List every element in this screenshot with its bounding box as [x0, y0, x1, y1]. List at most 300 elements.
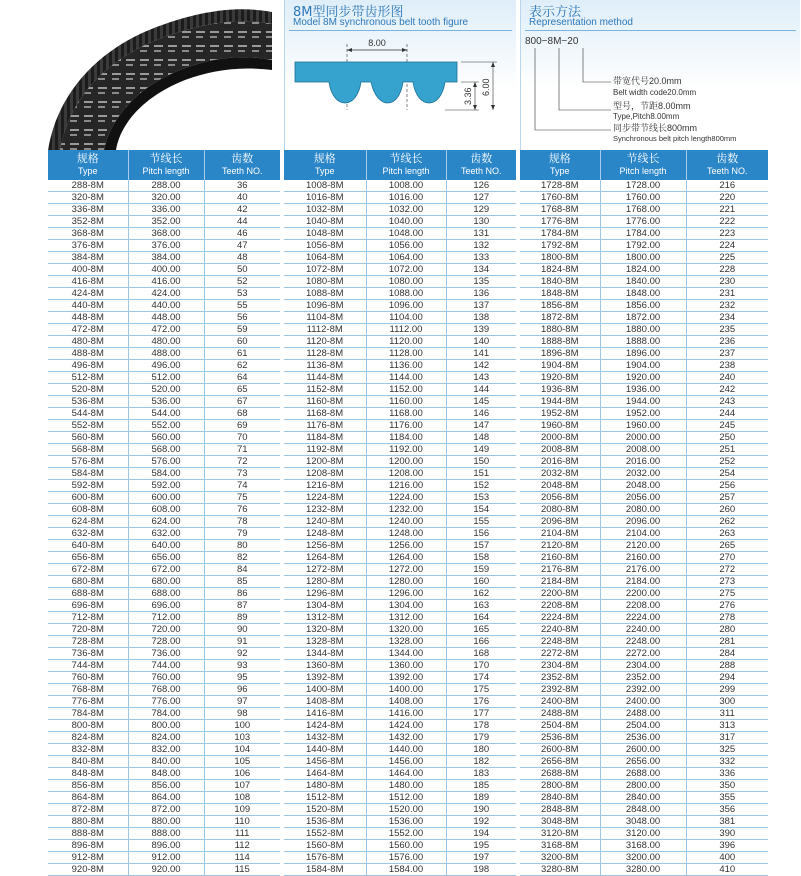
- type-cell: 880-8M: [48, 816, 128, 828]
- table-row: [284, 336, 516, 348]
- pitch-length-cell: 1216.00: [366, 480, 446, 492]
- tooth-profile-drawing: [285, 30, 517, 150]
- teeth-cell: 165: [446, 624, 516, 636]
- table-row: [284, 372, 516, 384]
- type-cell: 912-8M: [48, 852, 128, 864]
- teeth-cell: 74: [204, 480, 280, 492]
- type-cell: 1392-8M: [284, 672, 366, 684]
- table-row: [520, 624, 768, 636]
- type-cell: 1520-8M: [284, 804, 366, 816]
- pitch-length-cell: 1312.00: [366, 612, 446, 624]
- table-row: [284, 708, 516, 720]
- type-cell: 536-8M: [48, 396, 128, 408]
- pitch-length-cell: 1248.00: [366, 528, 446, 540]
- teeth-cell: 91: [204, 636, 280, 648]
- teeth-cell: 137: [446, 300, 516, 312]
- type-cell: 1080-8M: [284, 276, 366, 288]
- type-cell: 1536-8M: [284, 816, 366, 828]
- type-cell: 584-8M: [48, 468, 128, 480]
- table-row: [520, 396, 768, 408]
- pitch-length-cell: 640.00: [128, 540, 204, 552]
- teeth-cell: 59: [204, 324, 280, 336]
- type-cell: 608-8M: [48, 504, 128, 516]
- type-cell: 888-8M: [48, 828, 128, 840]
- type-cell: 824-8M: [48, 732, 128, 744]
- type-cell: 1008-8M: [284, 180, 366, 192]
- table-row: [284, 192, 516, 204]
- pitch-length-cell: 2224.00: [600, 612, 686, 624]
- pitch-length-cell: 832.00: [128, 744, 204, 756]
- table-row: [48, 384, 280, 396]
- pitch-length-cell: 1936.00: [600, 384, 686, 396]
- teeth-cell: 336: [686, 768, 768, 780]
- teeth-cell: 225: [686, 252, 768, 264]
- table-row: [520, 792, 768, 804]
- table-row: [520, 768, 768, 780]
- pitch-length-cell: 720.00: [128, 624, 204, 636]
- type-cell: 1128-8M: [284, 348, 366, 360]
- pitch-length-cell: 1016.00: [366, 192, 446, 204]
- type-cell: 1312-8M: [284, 612, 366, 624]
- table-row: [284, 504, 516, 516]
- tooth-figure-subtitle: Model 8M synchronous belt tooth figure: [293, 17, 469, 28]
- table-row: [520, 288, 768, 300]
- pitch-length-cell: 2240.00: [600, 624, 686, 636]
- type-cell: 728-8M: [48, 636, 128, 648]
- type-cell: 1176-8M: [284, 420, 366, 432]
- pitch-length-cell: 472.00: [128, 324, 204, 336]
- table-row: [284, 360, 516, 372]
- table-row: [520, 528, 768, 540]
- pitch-length-cell: 2016.00: [600, 456, 686, 468]
- table-row: [284, 396, 516, 408]
- teeth-cell: 174: [446, 672, 516, 684]
- teeth-cell: 65: [204, 384, 280, 396]
- teeth-cell: 350: [686, 780, 768, 792]
- type-cell: 640-8M: [48, 540, 128, 552]
- pitch-length-cell: 1840.00: [600, 276, 686, 288]
- teeth-cell: 73: [204, 468, 280, 480]
- type-cell: 1480-8M: [284, 780, 366, 792]
- pitch-length-cell: 1232.00: [366, 504, 446, 516]
- pitch-length-cell: 368.00: [128, 228, 204, 240]
- type-cell: 2504-8M: [520, 720, 600, 732]
- teeth-header: 齿数 Teeth NO.: [204, 150, 280, 180]
- teeth-cell: 134: [446, 264, 516, 276]
- table-row: [520, 384, 768, 396]
- type-cell: 2248-8M: [520, 636, 600, 648]
- type-cell: 2080-8M: [520, 504, 600, 516]
- teeth-cell: 141: [446, 348, 516, 360]
- pitch-length-cell: 736.00: [128, 648, 204, 660]
- teeth-cell: 192: [446, 816, 516, 828]
- table-row: [520, 204, 768, 216]
- table-row: [48, 360, 280, 372]
- teeth-cell: 190: [446, 804, 516, 816]
- pitch-length-cell: 584.00: [128, 468, 204, 480]
- pitch-length-cell: 1056.00: [366, 240, 446, 252]
- type-cell: 1576-8M: [284, 852, 366, 864]
- pitch-length-cell: 2840.00: [600, 792, 686, 804]
- table-row: [48, 480, 280, 492]
- pitch-length-cell: 1904.00: [600, 360, 686, 372]
- type-cell: 1792-8M: [520, 240, 600, 252]
- teeth-cell: 273: [686, 576, 768, 588]
- pitch-length-cell: 424.00: [128, 288, 204, 300]
- pitch-length-cell: 376.00: [128, 240, 204, 252]
- pitch-length-cell: 1048.00: [366, 228, 446, 240]
- teeth-cell: 166: [446, 636, 516, 648]
- teeth-cell: 109: [204, 804, 280, 816]
- pitch-length-cell: 608.00: [128, 504, 204, 516]
- pitch-length-cell: 2272.00: [600, 648, 686, 660]
- pitch-length-cell: 632.00: [128, 528, 204, 540]
- table-row: [520, 660, 768, 672]
- type-cell: 1200-8M: [284, 456, 366, 468]
- type-cell: 624-8M: [48, 516, 128, 528]
- table-header-row: [284, 150, 516, 180]
- type-cell: 560-8M: [48, 432, 128, 444]
- table-row: [48, 828, 280, 840]
- type-cell: 3120-8M: [520, 828, 600, 840]
- table-row: [48, 612, 280, 624]
- table-row: [520, 312, 768, 324]
- table-row: [48, 684, 280, 696]
- pitch-length-cell: 1440.00: [366, 744, 446, 756]
- pitch-length-cell: 1856.00: [600, 300, 686, 312]
- pitch-length-cell: 1760.00: [600, 192, 686, 204]
- teeth-cell: 60: [204, 336, 280, 348]
- type-cell: 1856-8M: [520, 300, 600, 312]
- pitch-length-cell: 2848.00: [600, 804, 686, 816]
- teeth-cell: 87: [204, 600, 280, 612]
- table-row: [284, 648, 516, 660]
- teeth-cell: 400: [686, 852, 768, 864]
- table-row: [48, 264, 280, 276]
- teeth-cell: 198: [446, 864, 516, 876]
- table-row: [284, 420, 516, 432]
- type-cell: 3280-8M: [520, 864, 600, 876]
- type-cell: 1168-8M: [284, 408, 366, 420]
- table-row: [520, 804, 768, 816]
- table-row: [520, 360, 768, 372]
- width-code-en: Belt width code20.0mm: [613, 88, 697, 97]
- teeth-cell: 284: [686, 648, 768, 660]
- teeth-cell: 278: [686, 612, 768, 624]
- type-cell: 3168-8M: [520, 840, 600, 852]
- teeth-cell: 238: [686, 360, 768, 372]
- type-cell: 1272-8M: [284, 564, 366, 576]
- tooth-figure-panel: [284, 0, 516, 150]
- teeth-cell: 355: [686, 792, 768, 804]
- table-row: [48, 348, 280, 360]
- teeth-cell: 136: [446, 288, 516, 300]
- pitch-length-cell: 2800.00: [600, 780, 686, 792]
- pitch-length-cell: 2208.00: [600, 600, 686, 612]
- type-cell: 1952-8M: [520, 408, 600, 420]
- pitch-length-cell: 2488.00: [600, 708, 686, 720]
- table-row: [284, 276, 516, 288]
- table-row: [520, 432, 768, 444]
- pitch-length-cell: 840.00: [128, 756, 204, 768]
- teeth-cell: 276: [686, 600, 768, 612]
- type-cell: 1424-8M: [284, 720, 366, 732]
- type-cell: 368-8M: [48, 228, 128, 240]
- teeth-cell: 313: [686, 720, 768, 732]
- type-cell: 1280-8M: [284, 576, 366, 588]
- pitch-length-cell: 1008.00: [366, 180, 446, 192]
- table-row: [48, 792, 280, 804]
- teeth-cell: 106: [204, 768, 280, 780]
- header-band: [0, 0, 800, 150]
- teeth-cell: 230: [686, 276, 768, 288]
- teeth-cell: 142: [446, 360, 516, 372]
- teeth-cell: 44: [204, 216, 280, 228]
- teeth-cell: 104: [204, 744, 280, 756]
- pitch-length-cell: 1432.00: [366, 732, 446, 744]
- table-row: [284, 444, 516, 456]
- type-cell: 1760-8M: [520, 192, 600, 204]
- pitch-length-cell: 1896.00: [600, 348, 686, 360]
- type-cell: 896-8M: [48, 840, 128, 852]
- table-row: [284, 612, 516, 624]
- table-row: [48, 636, 280, 648]
- type-cell: 1960-8M: [520, 420, 600, 432]
- pitch-dimension-label: 8.00: [368, 38, 386, 48]
- teeth-cell: 160: [446, 576, 516, 588]
- pitch-length-cell: 1296.00: [366, 588, 446, 600]
- table-row: [284, 732, 516, 744]
- type-cell: 2200-8M: [520, 588, 600, 600]
- type-cell: 2000-8M: [520, 432, 600, 444]
- table-row: [520, 588, 768, 600]
- type-cell: 688-8M: [48, 588, 128, 600]
- pitch-length-cell: 680.00: [128, 576, 204, 588]
- teeth-cell: 127: [446, 192, 516, 204]
- teeth-cell: 114: [204, 852, 280, 864]
- table-row: [284, 672, 516, 684]
- teeth-cell: 98: [204, 708, 280, 720]
- pitch-length-cell: 1152.00: [366, 384, 446, 396]
- table-row: [48, 756, 280, 768]
- teeth-cell: 263: [686, 528, 768, 540]
- type-cell: 1032-8M: [284, 204, 366, 216]
- type-cell: 2184-8M: [520, 576, 600, 588]
- table-row: [284, 756, 516, 768]
- pitch-length-cell: 1264.00: [366, 552, 446, 564]
- teeth-cell: 154: [446, 504, 516, 516]
- teeth-cell: 96: [204, 684, 280, 696]
- pitch-length-cell: 2008.00: [600, 444, 686, 456]
- teeth-cell: 153: [446, 492, 516, 504]
- teeth-cell: 126: [446, 180, 516, 192]
- teeth-cell: 232: [686, 300, 768, 312]
- table-row: [48, 528, 280, 540]
- type-cell: 552-8M: [48, 420, 128, 432]
- type-cell: 336-8M: [48, 204, 128, 216]
- type-cell: 2176-8M: [520, 564, 600, 576]
- pitch-length-cell: 1424.00: [366, 720, 446, 732]
- type-cell: 1920-8M: [520, 372, 600, 384]
- pitch-length-cell: 1784.00: [600, 228, 686, 240]
- teeth-cell: 86: [204, 588, 280, 600]
- pitch-length-cell: 1032.00: [366, 204, 446, 216]
- table-row: [48, 444, 280, 456]
- type-cell: 1072-8M: [284, 264, 366, 276]
- table-row: [48, 588, 280, 600]
- table-row: [520, 456, 768, 468]
- table-row: [520, 300, 768, 312]
- teeth-cell: 133: [446, 252, 516, 264]
- type-cell: 1936-8M: [520, 384, 600, 396]
- type-cell: 1840-8M: [520, 276, 600, 288]
- pitch-length-cell: 2352.00: [600, 672, 686, 684]
- table-row: [284, 768, 516, 780]
- type-cell: 2160-8M: [520, 552, 600, 564]
- teeth-cell: 158: [446, 552, 516, 564]
- teeth-cell: 61: [204, 348, 280, 360]
- teeth-cell: 138: [446, 312, 516, 324]
- pitch-length-cell: 1112.00: [366, 324, 446, 336]
- teeth-cell: 145: [446, 396, 516, 408]
- pitch-length-cell: 1360.00: [366, 660, 446, 672]
- teeth-cell: 237: [686, 348, 768, 360]
- table-row: [520, 492, 768, 504]
- table-row: [520, 468, 768, 480]
- type-cell: 1416-8M: [284, 708, 366, 720]
- table-row: [48, 720, 280, 732]
- type-cell: 672-8M: [48, 564, 128, 576]
- teeth-cell: 164: [446, 612, 516, 624]
- type-cell: 2208-8M: [520, 600, 600, 612]
- type-cell: 600-8M: [48, 492, 128, 504]
- type-cell: 480-8M: [48, 336, 128, 348]
- pitch-length-cell: 416.00: [128, 276, 204, 288]
- table-row: [48, 192, 280, 204]
- table-row: [284, 576, 516, 588]
- type-cell: 512-8M: [48, 372, 128, 384]
- type-cell: 1256-8M: [284, 540, 366, 552]
- type-cell: 576-8M: [48, 456, 128, 468]
- type-cell: 376-8M: [48, 240, 128, 252]
- teeth-cell: 280: [686, 624, 768, 636]
- type-cell: 2032-8M: [520, 468, 600, 480]
- pitch-length-cell: 1072.00: [366, 264, 446, 276]
- table-row: [48, 744, 280, 756]
- model-en: Type,Pitch8.00mm: [613, 112, 680, 121]
- table-row: [284, 564, 516, 576]
- type-cell: 784-8M: [48, 708, 128, 720]
- teeth-cell: 100: [204, 720, 280, 732]
- type-cell: 1456-8M: [284, 756, 366, 768]
- table-row: [48, 228, 280, 240]
- type-cell: 448-8M: [48, 312, 128, 324]
- table-row: [284, 288, 516, 300]
- type-cell: 2352-8M: [520, 672, 600, 684]
- table-row: [284, 600, 516, 612]
- type-cell: 1184-8M: [284, 432, 366, 444]
- teeth-cell: 151: [446, 468, 516, 480]
- table-row: [284, 852, 516, 864]
- table-row: [48, 372, 280, 384]
- length-cn: 同步带节线长800mm: [613, 123, 698, 133]
- table-row: [48, 408, 280, 420]
- table-row: [284, 696, 516, 708]
- teeth-cell: 85: [204, 576, 280, 588]
- pitch-length-cell: 2048.00: [600, 480, 686, 492]
- teeth-cell: 71: [204, 444, 280, 456]
- teeth-cell: 115: [204, 864, 280, 876]
- teeth-cell: 149: [446, 444, 516, 456]
- pitch-length-cell: 384.00: [128, 252, 204, 264]
- pitch-length-cell: 1280.00: [366, 576, 446, 588]
- pitch-length-cell: 1480.00: [366, 780, 446, 792]
- table-row: [284, 540, 516, 552]
- teeth-cell: 224: [686, 240, 768, 252]
- table-row: [284, 636, 516, 648]
- table-row: [520, 840, 768, 852]
- pitch-length-cell: 2688.00: [600, 768, 686, 780]
- type-cell: 2120-8M: [520, 540, 600, 552]
- table-row: [48, 768, 280, 780]
- type-header: 规格 Type: [48, 150, 128, 180]
- teeth-cell: 76: [204, 504, 280, 516]
- pitch-length-cell: 1768.00: [600, 204, 686, 216]
- table-row: [284, 840, 516, 852]
- teeth-cell: 143: [446, 372, 516, 384]
- type-cell: 2104-8M: [520, 528, 600, 540]
- type-cell: 1800-8M: [520, 252, 600, 264]
- teeth-cell: 152: [446, 480, 516, 492]
- pitch-length-cell: 1728.00: [600, 180, 686, 192]
- pitch-length-header: 节线长 Pitch length: [600, 150, 686, 180]
- type-cell: 2840-8M: [520, 792, 600, 804]
- table-row: [48, 564, 280, 576]
- pitch-length-cell: 488.00: [128, 348, 204, 360]
- table-row: [520, 852, 768, 864]
- pitch-length-cell: 520.00: [128, 384, 204, 396]
- teeth-cell: 254: [686, 468, 768, 480]
- type-cell: 920-8M: [48, 864, 128, 876]
- model-cn: 型号，节距8.00mm: [613, 101, 691, 111]
- pitch-length-cell: 2120.00: [600, 540, 686, 552]
- type-cell: 1296-8M: [284, 588, 366, 600]
- size-table-2: [284, 150, 516, 876]
- table-row: [284, 456, 516, 468]
- pitch-length-cell: 560.00: [128, 432, 204, 444]
- table-row: [48, 252, 280, 264]
- type-cell: 1328-8M: [284, 636, 366, 648]
- table-row: [284, 588, 516, 600]
- teeth-cell: 72: [204, 456, 280, 468]
- teeth-cell: 105: [204, 756, 280, 768]
- pitch-length-cell: 1128.00: [366, 348, 446, 360]
- type-cell: 416-8M: [48, 276, 128, 288]
- table-row: [284, 492, 516, 504]
- type-cell: 2392-8M: [520, 684, 600, 696]
- teeth-cell: 180: [446, 744, 516, 756]
- teeth-cell: 179: [446, 732, 516, 744]
- teeth-cell: 50: [204, 264, 280, 276]
- pitch-length-cell: 744.00: [128, 660, 204, 672]
- pitch-length-cell: 1792.00: [600, 240, 686, 252]
- teeth-cell: 67: [204, 396, 280, 408]
- pitch-length-cell: 1872.00: [600, 312, 686, 324]
- pitch-length-cell: 872.00: [128, 804, 204, 816]
- teeth-cell: 317: [686, 732, 768, 744]
- type-cell: 3200-8M: [520, 852, 600, 864]
- teeth-cell: 325: [686, 744, 768, 756]
